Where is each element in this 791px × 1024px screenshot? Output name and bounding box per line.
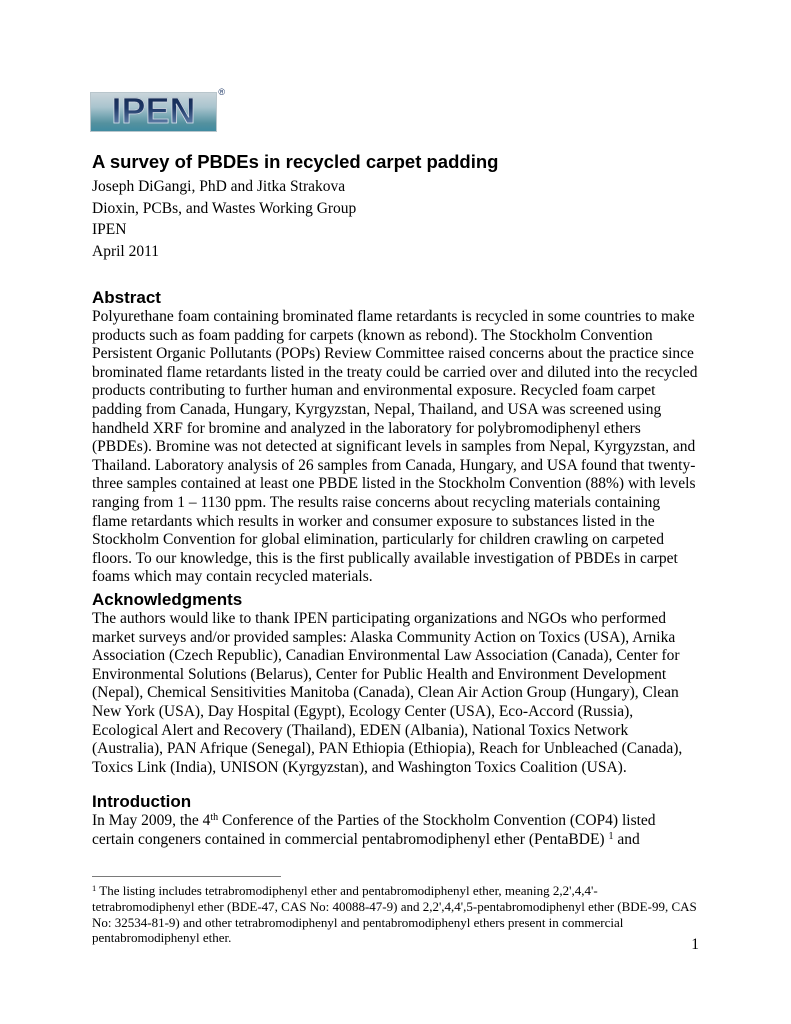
- byline: [92, 176, 699, 263]
- working-group-line: Dioxin, PCBs, and Wastes Working Group: [92, 199, 357, 217]
- ordinal-superscript: th: [210, 812, 219, 823]
- footnote-reference-superscript: 1: [608, 830, 614, 842]
- introduction-heading: Introduction: [92, 792, 192, 811]
- introduction-paragraph: [92, 812, 699, 849]
- ipen-logo-text: IPEN: [111, 90, 196, 131]
- footnote-separator: [92, 876, 281, 877]
- author-line: Joseph DiGangi, PhD and Jitka Strakova: [92, 178, 346, 195]
- registered-trademark-mark: ®: [218, 87, 225, 97]
- document-title: A survey of PBDEs in recycled carpet padding: [92, 151, 499, 172]
- footnote-marker-superscript: 1: [92, 883, 97, 893]
- footnote-body: The listing includes tetrabromodiphenyl ether and pentabromodiphenyl ether, meaning 2,2',4,4'-tetrabromodiphenyl ether (BDE-47, CAS No: 40088-47-9) and 2,2',4,4',5-pentabromodiphenyl ether (BDE-99, CAS No: 32534-81-9) and other tetrabromodiphenyl and pentabromodiphenyl ethers present in commercial pentabromodiphenyl ether.: [92, 883, 697, 946]
- ipen-logo: [90, 87, 225, 132]
- introduction-text-end: and: [613, 830, 640, 848]
- abstract-paragraph: Polyurethane foam containing brominated flame retardants is recycled in some countries to make products such as foam padding for carpets (known as rebond). The Stockholm Convention Persistent Organic Pollutants (POPs) Review Committee raised concerns about the practice since brominated flame retardants listed in the treaty could be carried over and diluted into the recycled products contributing to further human and environmental exposure. Recycled foam carpet padding from Canada, Hungary, Kyrgyzstan, Nepal, Thailand, and USA was screened using handheld XRF for bromine and analyzed in the laboratory for polybromodiphenyl ethers (PBDEs). Bromine was not detected at significant levels in samples from Nepal, Kyrgyzstan, and Thailand. Laboratory analysis of 26 samples from Canada, Hungary, and USA found that twenty-three samples contained at least one PBDE listed in the Stockholm Convention (88%) with levels ranging from 1 – 1130 ppm. The results raise concerns about recycling materials containing flame retardants which results in worker and consumer exposure to substances listed in the Stockholm Convention for global elimination, particularly for children crawling on carpeted floors. To our knowledge, this is the first publically available investigation of PBDEs in carpet foams which may contain recycled materials.: [92, 308, 698, 586]
- acknowledgments-heading: Acknowledgments: [92, 590, 243, 609]
- page-number: 1: [691, 936, 699, 953]
- acknowledgments-paragraph: The authors would like to thank IPEN participating organizations and NGOs who performed market surveys and/or provided samples: Alaska Community Action on Toxics (USA), Arnika Association (Czech Republic), Canadian Environmental Law Association (Canada), Center for Environmental Solutions (Belarus), Center for Public Health and Environment Development (Nepal), Chemical Sensitivities Manitoba (Canada), Clean Air Action Group (Hungary), Clean New York (USA), Day Hospital (Egypt), Ecology Center (USA), Eco-Accord (Russia), Ecological Alert and Recovery (Thailand), EDEN (Albania), National Toxics Network (Australia), PAN Afrique (Senegal), PAN Ethiopia (Ethiopia), Reach for Unbleached (Canada), Toxics Link (India), UNISON (Kyrgyzstan), and Washington Toxics Coalition (USA).: [92, 610, 683, 776]
- date-line: April 2011: [92, 243, 160, 261]
- organization-line: IPEN: [92, 221, 127, 239]
- introduction-text-start: In May 2009, the 4: [92, 812, 211, 829]
- introduction-text-middle: Conference of the Parties of the Stockholm Convention (COP4) listed certain congeners contained in commercial pentabromodiphenyl ether (PentaBDE): [92, 812, 656, 848]
- abstract-heading: Abstract: [92, 288, 161, 307]
